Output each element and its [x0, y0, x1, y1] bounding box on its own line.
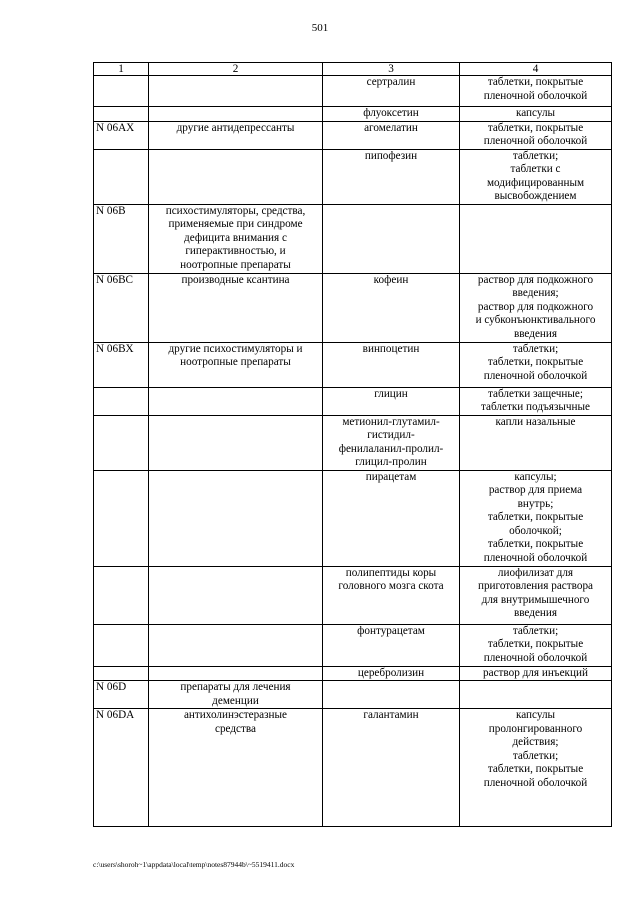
column-header: 2	[149, 63, 323, 76]
dosage-form-cell: капли назальные	[460, 415, 612, 470]
drug-name-cell: агомелатин	[323, 121, 460, 149]
drug-name-cell: полипептиды коры головного мозга скота	[323, 566, 460, 624]
atc-code-cell: N 06DA	[94, 709, 149, 827]
table-row	[94, 666, 612, 681]
atc-code-cell	[94, 107, 149, 122]
column-header: 3	[323, 63, 460, 76]
dosage-form-cell: раствор для инъекций	[460, 666, 612, 681]
dosage-form-cell: таблетки защечные; таблетки подъязычные	[460, 387, 612, 415]
dosage-form-cell: раствор для подкожного введения; раствор для подкожного и субконъюнктивального введения	[460, 273, 612, 342]
drug-name-cell: глицин	[323, 387, 460, 415]
group-name-cell: другие психостимуляторы и ноотропные препараты	[149, 342, 323, 387]
drug-name-cell: фонтурацетам	[323, 624, 460, 666]
drug-name-cell: сертралин	[323, 76, 460, 107]
drug-name-cell: церебролизин	[323, 666, 460, 681]
table-row	[94, 566, 612, 624]
atc-code-cell	[94, 387, 149, 415]
atc-code-cell: N 06B	[94, 204, 149, 273]
group-name-cell	[149, 470, 323, 566]
atc-code-cell: N 06BC	[94, 273, 149, 342]
atc-code-cell	[94, 415, 149, 470]
group-name-cell: производные ксантина	[149, 273, 323, 342]
drug-name-cell: метионил-глутамил- гистидил- фенилаланил-пролил- глицил-пролин	[323, 415, 460, 470]
group-name-cell	[149, 76, 323, 107]
group-name-cell: психостимуляторы, средства, применяемые при синдроме дефицита внимания с гиперактивностью, и ноотропные препараты	[149, 204, 323, 273]
table-header-row	[94, 63, 612, 76]
group-name-cell	[149, 666, 323, 681]
atc-code-cell: N 06D	[94, 681, 149, 709]
atc-code-cell	[94, 566, 149, 624]
atc-code-cell	[94, 666, 149, 681]
table-row	[94, 204, 612, 273]
dosage-form-cell: таблетки; таблетки с модифицированным высвобождением	[460, 149, 612, 204]
footer-file-path: c:\users\shoroh~1\appdata\local\temp\notes87944b\~5519411.docx	[93, 860, 295, 869]
atc-code-cell	[94, 470, 149, 566]
group-name-cell: другие антидепрессанты	[149, 121, 323, 149]
group-name-cell: препараты для лечения деменции	[149, 681, 323, 709]
group-name-cell	[149, 624, 323, 666]
table-row	[94, 76, 612, 107]
atc-code-cell: N 06BX	[94, 342, 149, 387]
dosage-form-cell	[460, 204, 612, 273]
drug-table	[93, 62, 612, 827]
dosage-form-cell	[460, 681, 612, 709]
dosage-form-cell: лиофилизат для приготовления раствора для внутримышечного введения	[460, 566, 612, 624]
drug-name-cell	[323, 204, 460, 273]
group-name-cell	[149, 566, 323, 624]
drug-name-cell: галантамин	[323, 709, 460, 827]
drug-name-cell: пипофезин	[323, 149, 460, 204]
dosage-form-cell: таблетки; таблетки, покрытые пленочной оболочкой	[460, 342, 612, 387]
group-name-cell: антихолинэстеразные средства	[149, 709, 323, 827]
dosage-form-cell: капсулы пролонгированного действия; таблетки; таблетки, покрытые пленочной оболочкой	[460, 709, 612, 827]
atc-code-cell: N 06AX	[94, 121, 149, 149]
drug-name-cell: кофеин	[323, 273, 460, 342]
group-name-cell	[149, 387, 323, 415]
table-row	[94, 121, 612, 149]
drug-name-cell: пирацетам	[323, 470, 460, 566]
group-name-cell	[149, 149, 323, 204]
table-row	[94, 273, 612, 342]
table-row	[94, 107, 612, 122]
table-row	[94, 709, 612, 827]
atc-code-cell	[94, 76, 149, 107]
table-row	[94, 149, 612, 204]
dosage-form-cell: таблетки; таблетки, покрытые пленочной оболочкой	[460, 624, 612, 666]
group-name-cell	[149, 107, 323, 122]
drug-name-cell	[323, 681, 460, 709]
column-header: 4	[460, 63, 612, 76]
atc-code-cell	[94, 624, 149, 666]
group-name-cell	[149, 415, 323, 470]
dosage-form-cell: капсулы; раствор для приема внутрь; таблетки, покрытые оболочкой; таблетки, покрытые пленочной оболочкой	[460, 470, 612, 566]
drug-name-cell: флуоксетин	[323, 107, 460, 122]
table-row	[94, 681, 612, 709]
dosage-form-cell: таблетки, покрытые пленочной оболочкой	[460, 121, 612, 149]
table-row	[94, 624, 612, 666]
table-row	[94, 342, 612, 387]
table-row	[94, 387, 612, 415]
drug-name-cell: винпоцетин	[323, 342, 460, 387]
dosage-form-cell: капсулы	[460, 107, 612, 122]
dosage-form-cell: таблетки, покрытые пленочной оболочкой	[460, 76, 612, 107]
page-number: 501	[311, 22, 329, 34]
table-row	[94, 415, 612, 470]
column-header: 1	[94, 63, 149, 76]
atc-code-cell	[94, 149, 149, 204]
table-row	[94, 470, 612, 566]
